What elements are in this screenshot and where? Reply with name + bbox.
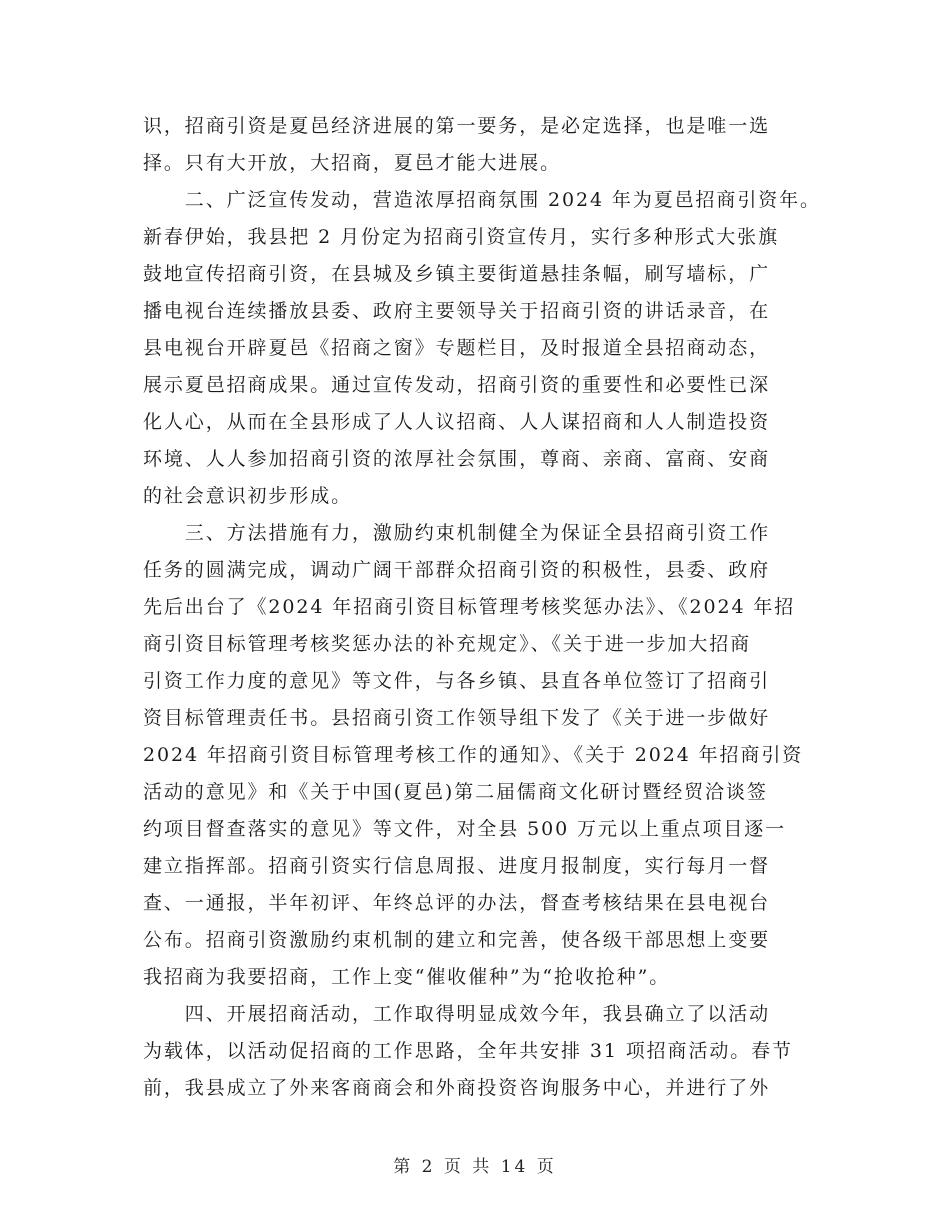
body-line-10: 环境、人人参加招商引资的浓厚社会氛围，尊商、亲商、富商、安商 [143, 448, 771, 470]
body-line-27: 前，我县成立了外来客商商会和外商投资咨询服务中心，并进行了外 [143, 1077, 771, 1099]
page-number-footer: 第 2 页 共 14 页 [393, 1157, 557, 1177]
body-line-4: 新春伊始，我县把 2 月份定为招商引资宣传月，实行多种形式大张旗 [143, 226, 779, 248]
body-line-20: 约项目督查落实的意见》等文件，对全县 500 万元以上重点项目逐一 [143, 818, 787, 840]
body-line-18: 2024 年招商引资目标管理考核工作的通知》、《关于 2024 年招商引资 [143, 744, 804, 766]
body-line-25: 四、开展招商活动，工作取得明显成效今年，我县确立了以活动 [143, 1003, 771, 1025]
body-line-5: 鼓地宣传招商引资，在县城及乡镇主要街道悬挂条幅，刷写墙标，广 [143, 263, 771, 285]
body-line-7: 县电视台开辟夏邑《招商之窗》专题栏目，及时报道全县招商动态， [143, 337, 771, 359]
body-line-17: 资目标管理责任书。县招商引资工作领导组下发了《关于进一步做好 [143, 707, 771, 729]
body-line-2: 择。只有大开放，大招商，夏邑才能大进展。 [143, 152, 562, 174]
body-line-24: 我招商为我要招商，工作上变“催收催种”为“抢收抢种”。 [143, 966, 671, 988]
body-line-14: 先后出台了《2024 年招商引资目标管理考核奖惩办法》、《2024 年招 [143, 596, 796, 618]
body-line-8: 展示夏邑招商成果。通过宣传发动，招商引资的重要性和必要性已深 [143, 374, 771, 396]
body-line-1: 识，招商引资是夏邑经济进展的第一要务，是必定选择，也是唯一选 [143, 115, 771, 137]
body-line-21: 建立指挥部。招商引资实行信息周报、进度月报制度，实行每月一督 [143, 855, 771, 877]
body-line-9: 化人心，从而在全县形成了人人议招商、人人谋招商和人人制造投资 [143, 411, 771, 433]
body-line-13: 任务的圆满完成，调动广阔干部群众招商引资的积极性，县委、政府 [143, 559, 771, 581]
body-line-12: 三、方法措施有力，激励约束机制健全为保证全县招商引资工作 [143, 522, 771, 544]
body-line-26: 为载体，以活动促招商的工作思路，全年共安排 31 项招商活动。春节 [143, 1040, 793, 1062]
body-line-16: 引资工作力度的意见》等文件，与各乡镇、县直各单位签订了招商引 [143, 670, 771, 692]
body-line-23: 公布。招商引资激励约束机制的建立和完善，使各级干部思想上变要 [143, 929, 771, 951]
body-line-22: 查、一通报，半年初评、年终总评的办法，督查考核结果在县电视台 [143, 892, 771, 914]
body-line-6: 播电视台连续播放县委、政府主要领导关于招商引资的讲话录音，在 [143, 300, 771, 322]
body-line-11: 的社会意识初步形成。 [143, 485, 353, 507]
body-line-15: 商引资目标管理考核奖惩办法的补充规定》、《关于进一步加大招商 [143, 633, 752, 655]
body-line-19: 活动的意见》和《关于中国(夏邑)第二届儒商文化研讨暨经贸洽谈签 [143, 781, 768, 803]
body-line-3: 二、广泛宣传发动，营造浓厚招商氛围 2024 年为夏邑招商引资年。 [143, 189, 821, 211]
